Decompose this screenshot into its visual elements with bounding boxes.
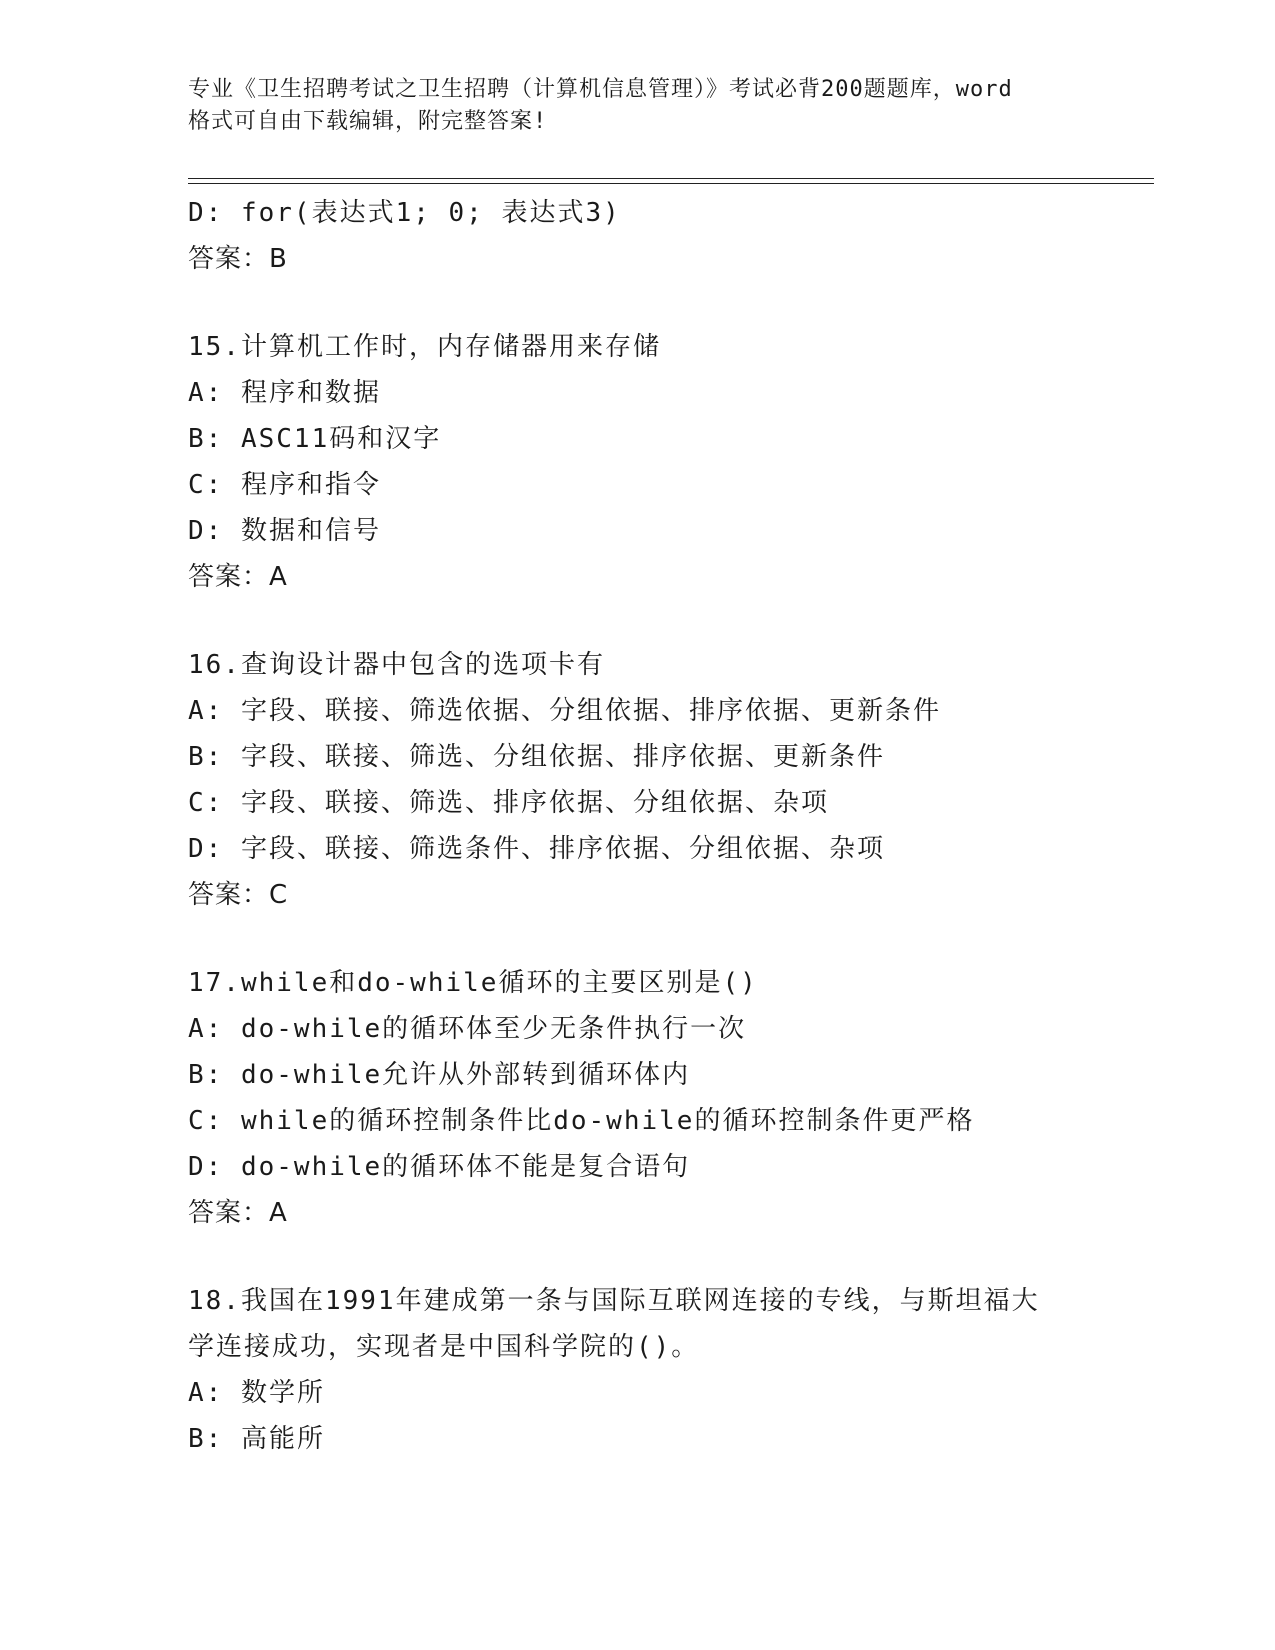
question-15 [188, 324, 1168, 600]
header-divider-top [188, 178, 1154, 179]
option-a: A: 数学所 [188, 1378, 325, 1408]
option-b: B: ASC11码和汉字 [188, 424, 442, 454]
option-d: D: 字段、联接、筛选条件、排序依据、分组依据、杂项 [188, 834, 885, 864]
option-a: A: do-while的循环体至少无条件执行一次 [188, 1014, 747, 1044]
question-spacer [188, 1236, 1168, 1278]
option-b: B: 字段、联接、筛选、分组依据、排序依据、更新条件 [188, 742, 885, 772]
option-a: A: 字段、联接、筛选依据、分组依据、排序依据、更新条件 [188, 696, 941, 726]
question-stem-line-1: 18.我国在1991年建成第一条与国际互联网连接的专线，与斯坦福大 [188, 1286, 1040, 1316]
question-spacer [188, 282, 1168, 324]
answer: 答案：A [188, 562, 288, 592]
option-d: D: do-while的循环体不能是复合语句 [188, 1152, 691, 1182]
question-stem: 16.查询设计器中包含的选项卡有 [188, 650, 605, 680]
question-list [188, 190, 1168, 1462]
header-divider-bottom [188, 183, 1154, 184]
question-stem: 15.计算机工作时，内存储器用来存储 [188, 332, 661, 362]
answer: 答案：A [188, 1198, 288, 1228]
option-c: C: 字段、联接、筛选、排序依据、分组依据、杂项 [188, 788, 829, 818]
q14-answer: 答案：B [188, 244, 288, 274]
option-b: B: do-while允许从外部转到循环体内 [188, 1060, 691, 1090]
header-title-line-2: 格式可自由下载编辑，附完整答案! [188, 109, 548, 134]
option-a: A: 程序和数据 [188, 378, 381, 408]
question-16 [188, 642, 1168, 918]
option-c: C: while的循环控制条件比do-while的循环控制条件更严格 [188, 1106, 975, 1136]
document-header [188, 74, 1088, 138]
answer: 答案：C [188, 880, 289, 910]
question-17 [188, 960, 1168, 1236]
option-d: D: 数据和信号 [188, 516, 381, 546]
question-stem: 17.while和do-while循环的主要区别是() [188, 968, 758, 998]
q14-option-d: D: for(表达式1; 0; 表达式3) [188, 198, 621, 228]
question-spacer [188, 600, 1168, 642]
option-c: C: 程序和指令 [188, 470, 381, 500]
question-spacer [188, 918, 1168, 960]
header-title-line-1: 专业《卫生招聘考试之卫生招聘（计算机信息管理）》考试必背200题题库，word [188, 77, 1013, 102]
question-18 [188, 1278, 1168, 1462]
question-stem-line-2: 学连接成功，实现者是中国科学院的()。 [188, 1332, 700, 1362]
option-b: B: 高能所 [188, 1424, 325, 1454]
